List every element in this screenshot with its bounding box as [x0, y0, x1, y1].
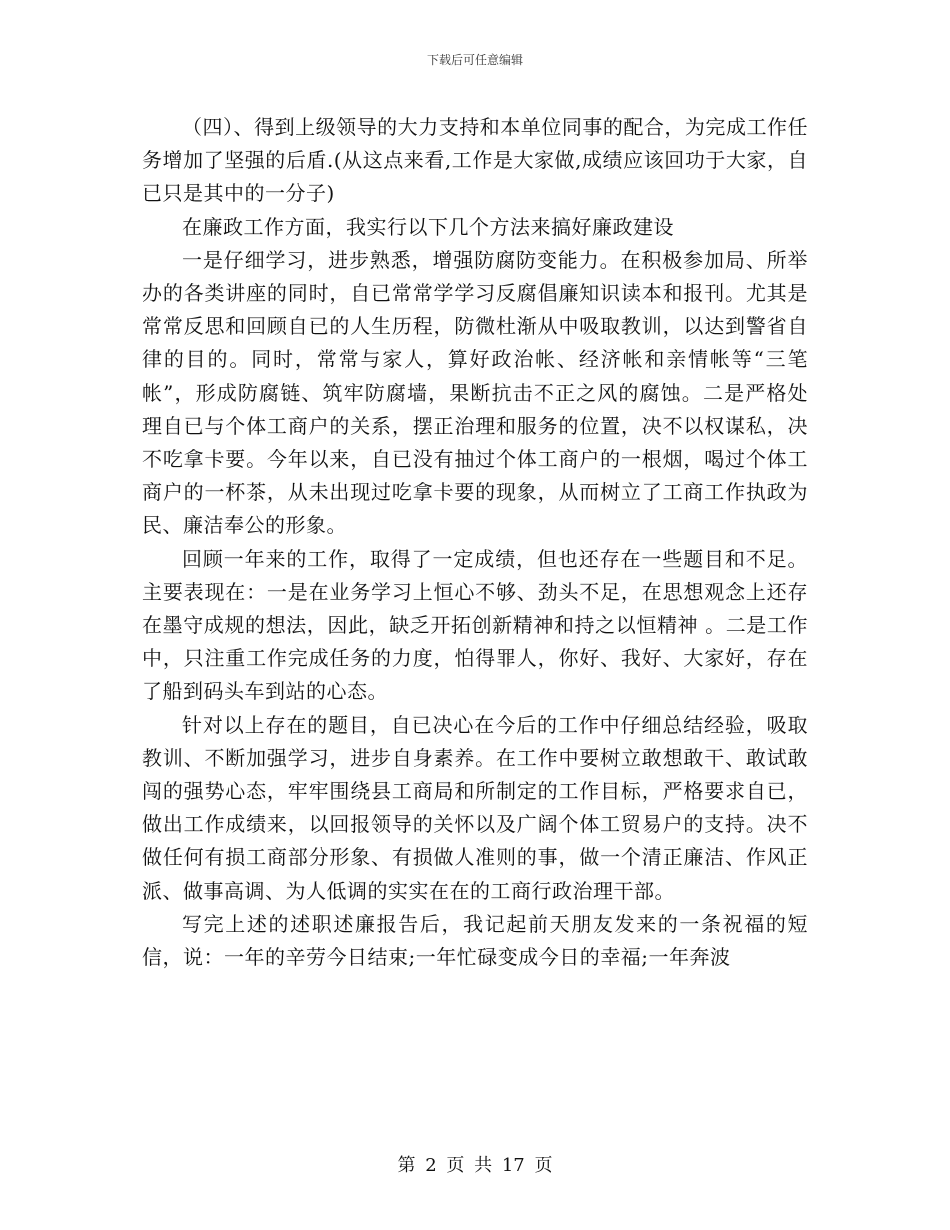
- page-footer: 第 2 页 共 17 页: [397, 1155, 553, 1176]
- paragraph-2: 在廉政工作方面，我实行以下几个方法来搞好廉政建设: [182, 214, 674, 239]
- paragraph-4: 回顾一年来的工作，取得了一定成绩，但也还存在一些题目和不足。主要表现在：一是在业务学习上恒心不够、劲头不足，在思想观念上还存在墨守成规的想法，因此，缺乏开拓创新精神和持之以恒精神 。二是工作中，只注重工作完成任务的力度，怕得罪人，你好、我好、大家好，存在了船到码头车到站的心态。: [142, 546, 808, 704]
- page-header: 下载后可任意编辑: [426, 53, 523, 67]
- paragraph-6: 写完上述的述职述廉报告后，我记起前天朋友发来的一条祝福的短信，说：一年的辛劳今日结束;一年忙碌变成今日的幸福;一年奔波: [142, 911, 808, 970]
- paragraph-3: 一是仔细学习，进步熟悉，增强防腐防变能力。在积极参加局、所举办的各类讲座的同时，自已常常学学习反腐倡廉知识读本和报刊。尤其是常常反思和回顾自已的人生历程，防微杜渐从中吸取教训，以达到警省自律的目的。同时，常常与家人，算好政治帐、经济帐和亲情帐等“三笔帐”，形成防腐链、筑牢防腐墙，果断抗击不正之风的腐蚀。二是严格处理自已与个体工商户的关系，摆正治理和服务的位置，决不以权谋私，决不吃拿卡要。今年以来，自已没有抽过个体工商户的一根烟，喝过个体工商户的一杯茶，从未出现过吃拿卡要的现象，从而树立了工商工作执政为民、廉洁奉公的形象。: [142, 247, 808, 538]
- document-body: [142, 111, 808, 974]
- paragraph-5: 针对以上存在的题目，自已决心在今后的工作中仔细总结经验，吸取教训、不断加强学习，进步自身素养。在工作中要树立敢想敢干、敢试敢闯的强势心态，牢牢围绕县工商局和所制定的工作目标，严格要求自已，做出工作成绩来，以回报领导的关怀以及广阔个体工贸易户的支持。决不做任何有损工商部分形象、有损做人准则的事，做一个清正廉洁、作风正派、做事高调、为人低调的实实在在的工商行政治理干部。: [142, 712, 808, 903]
- paragraph-1: （四）、得到上级领导的大力支持和本单位同事的配合，为完成工作任务增加了坚强的后盾.(从这点来看,工作是大家做,成绩应该回功于大家，自已只是其中的一分子): [142, 115, 808, 206]
